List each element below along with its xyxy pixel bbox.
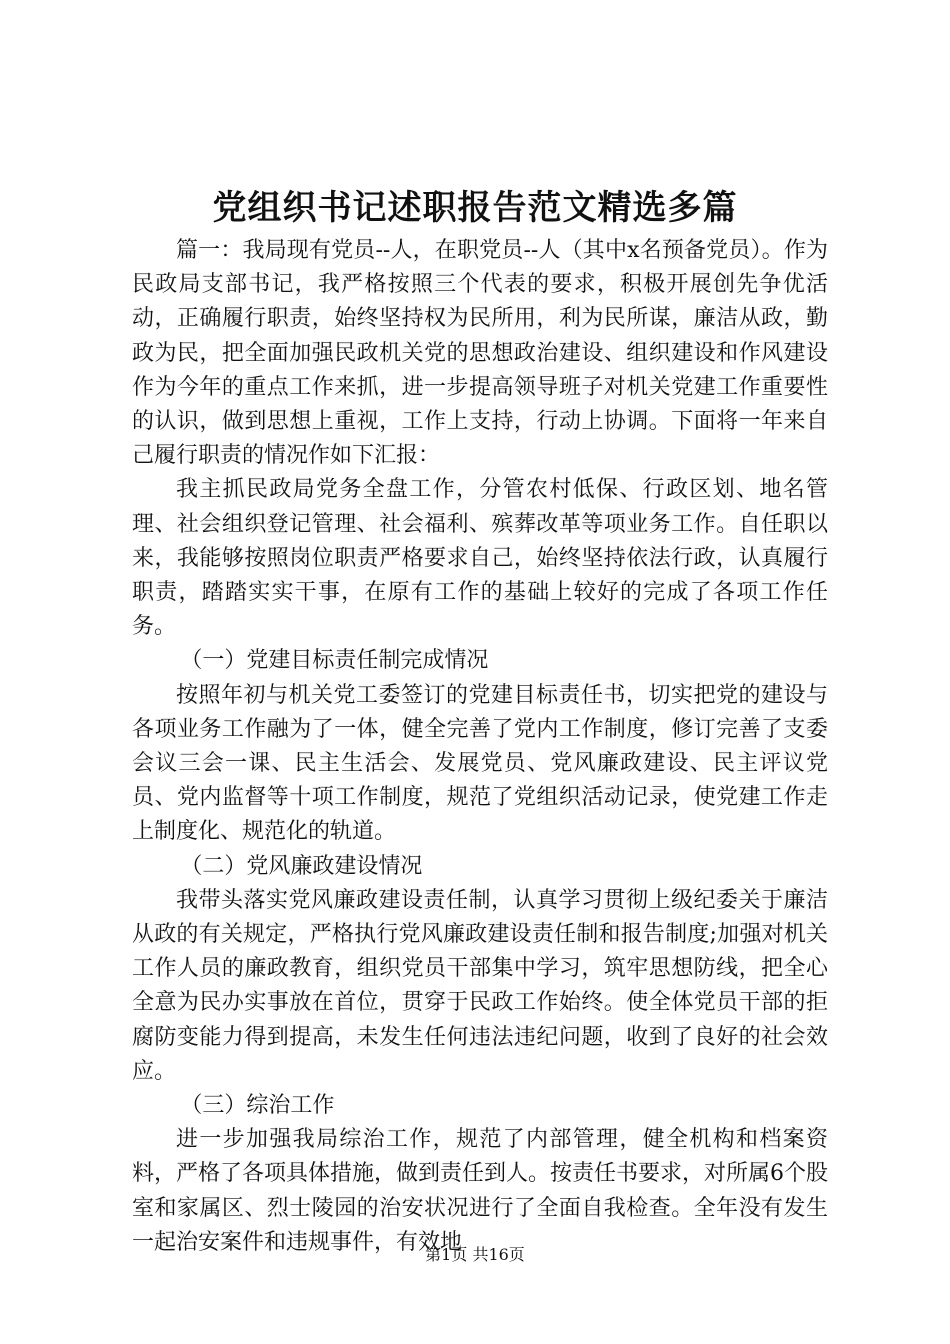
section-heading-1: （一）党建目标责任制完成情况 bbox=[180, 648, 489, 674]
document-title: 党组织书记述职报告范文精选多篇 bbox=[212, 188, 738, 228]
paragraph-section-3: 进一步加强我局综治工作，规范了内部管理，健全机构和档案资料，严格了各项具体措施，做到责任到人。按责任书要求，对所属6个股室和家属区、烈士陵园的治安状况进行了全面自我检查。全年没有发生一起治安案件和违规事件，有效地 bbox=[132, 1127, 828, 1255]
page-number-footer: 第1页 共16页 bbox=[425, 1245, 525, 1264]
section-heading-2: （二）党风廉政建设情况 bbox=[180, 853, 423, 879]
section-heading-3: （三）综治工作 bbox=[180, 1093, 335, 1119]
paragraph-section-1: 按照年初与机关党工委签订的党建目标责任书，切实把党的建设与各项业务工作融为了一体，健全完善了党内工作制度，修订完善了支委会议三会一课、民主生活会、发展党员、党风廉政建设、民主评议党员、党内监督等十项工作制度，规范了党组织活动记录，使党建工作走上制度化、规范化的轨道。 bbox=[132, 682, 828, 845]
document-body bbox=[132, 234, 828, 1260]
paragraph-section-2: 我带头落实党风廉政建设责任制，认真学习贯彻上级纪委关于廉洁从政的有关规定，严格执行党风廉政建设责任制和报告制度;加强对机关工作人员的廉政教育，组织党员干部集中学习，筑牢思想防线，把全心全意为民办实事放在首位，贯穿于民政工作始终。使全体党员干部的拒腐防变能力得到提高，未发生任何违法违纪问题，收到了良好的社会效应。 bbox=[132, 887, 828, 1084]
paragraph-duties: 我主抓民政局党务全盘工作，分管农村低保、行政区划、地名管理、社会组织登记管理、社会福利、殡葬改革等项业务工作。自任职以来，我能够按照岗位职责严格要求自己，始终坚持依法行政，认真履行职责，踏踏实实干事，在原有工作的基础上较好的完成了各项工作任务。 bbox=[132, 477, 828, 640]
paragraph-intro: 篇一：我局现有党员--人，在职党员--人（其中x名预备党员）。作为民政局支部书记，我严格按照三个代表的要求，积极开展创先争优活动，正确履行职责，始终坚持权为民所用，利为民所谋，廉洁从政，勤政为民，把全面加强民政机关党的思想政治建设、组织建设和作风建设作为今年的重点工作来抓，进一步提高领导班子对机关党建工作重要性的认识，做到思想上重视，工作上支持，行动上协调。下面将一年来自己履行职责的情况作如下汇报： bbox=[132, 238, 828, 469]
